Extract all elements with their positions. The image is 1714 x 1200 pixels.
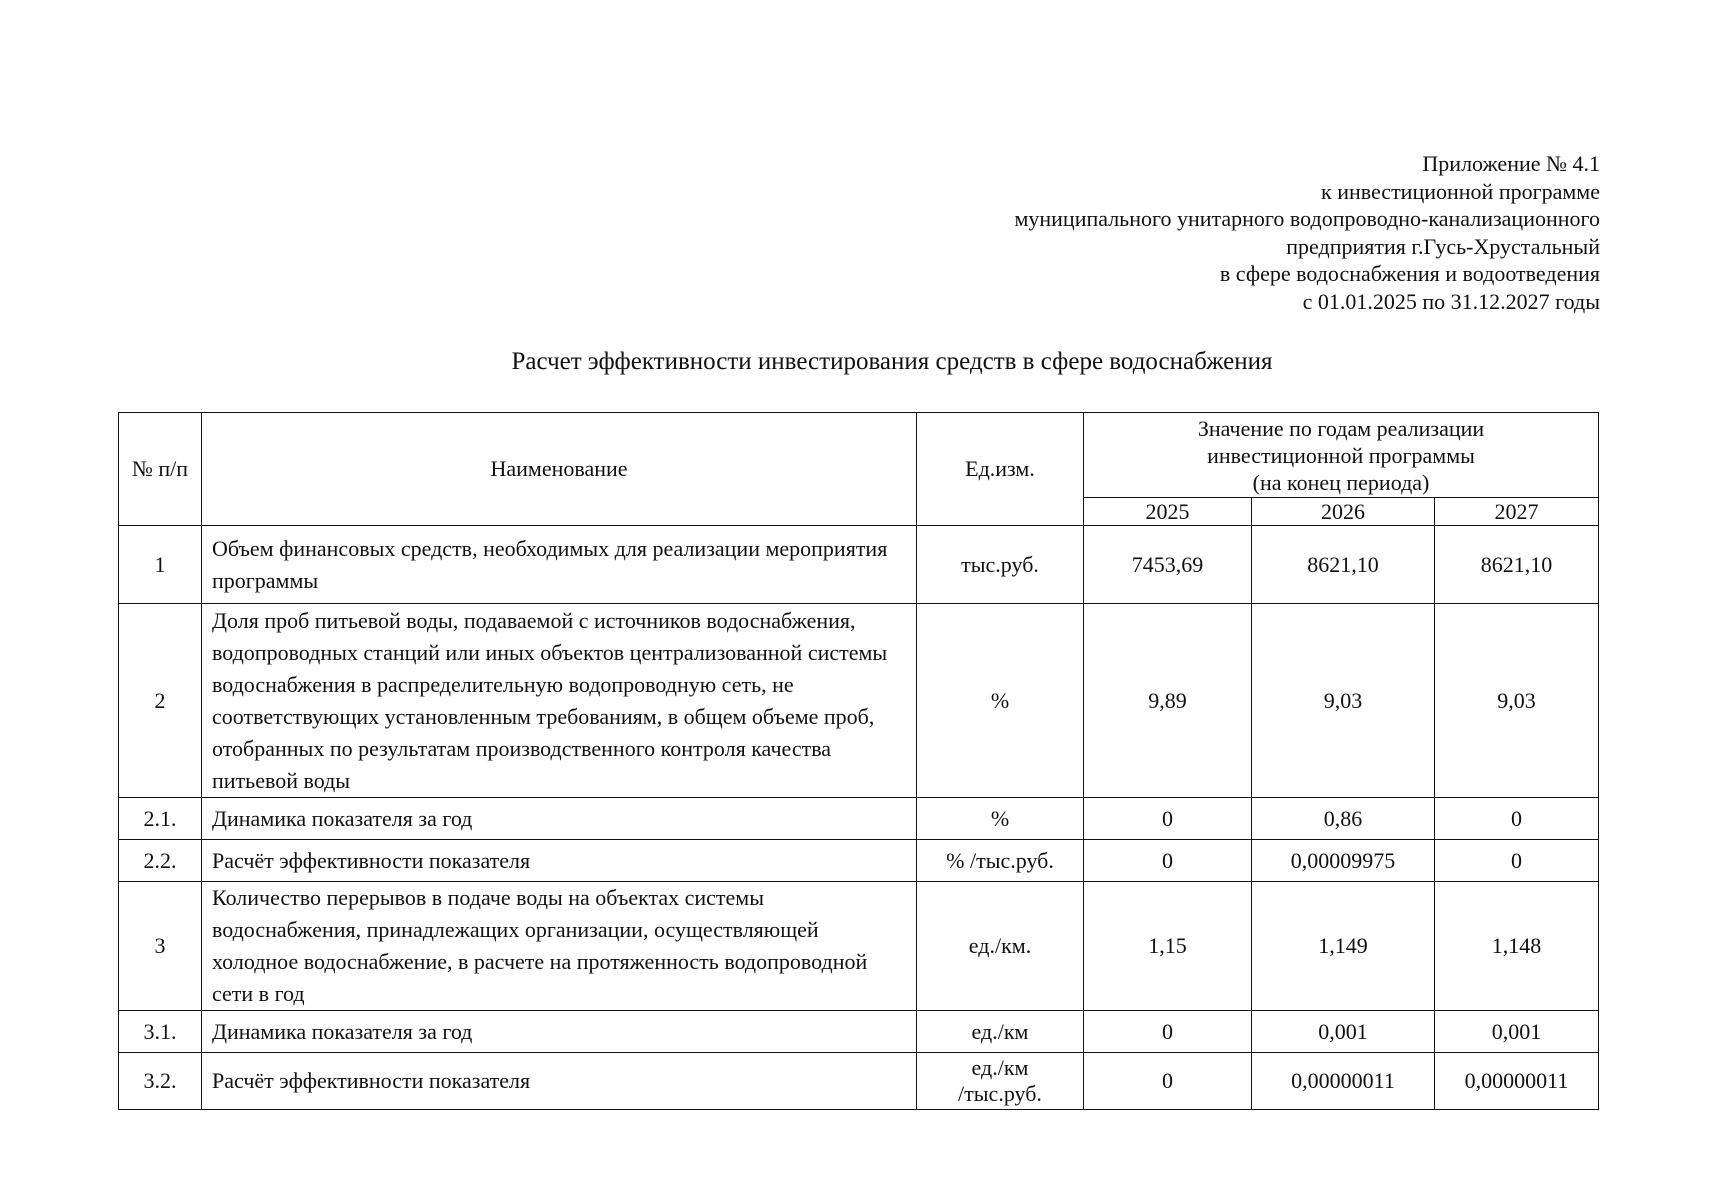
table-row <box>119 798 1599 840</box>
row-value-2025: 0 <box>1084 1011 1252 1053</box>
table-row <box>119 882 1599 1011</box>
header-values-group <box>1084 413 1599 498</box>
row-name: Динамика показателя за год <box>202 1011 917 1053</box>
row-value-2027: 0,00000011 <box>1435 1053 1599 1110</box>
header-year: 2025 <box>1084 498 1252 526</box>
row-name: Доля проб питьевой воды, подаваемой с источников водоснабжения, водопроводных станций или иных объектов централизованной системы водоснабжения в распределительную водопроводную сеть, не соответствующих установленным требованиям, в общем объеме проб, отобранных по результатам производственного контроля качества питьевой воды <box>202 604 917 798</box>
header-values-line: Значение по годам реализации <box>1197 415 1485 441</box>
table-header-row <box>119 413 1599 498</box>
row-unit-line: ед./км <box>971 1055 1029 1080</box>
row-num: 3 <box>119 882 202 1011</box>
row-value-2026: 8621,10 <box>1252 526 1435 604</box>
row-value-2026: 0,00009975 <box>1252 840 1435 882</box>
appendix-block <box>1014 150 1600 315</box>
row-value-2025: 0 <box>1084 840 1252 882</box>
document-title: Расчет эффективности инвестирования средств в сфере водоснабжения <box>511 348 1273 375</box>
table-row <box>119 1053 1599 1110</box>
row-name: Расчёт эффективности показателя <box>202 1053 917 1110</box>
row-unit-line: /тыс.руб. <box>958 1081 1042 1106</box>
row-value-2026: 0,00000011 <box>1252 1053 1435 1110</box>
row-value-2025: 9,89 <box>1084 604 1252 798</box>
row-unit: % <box>917 798 1084 840</box>
table-row <box>119 1011 1599 1053</box>
row-unit: ед./км. <box>917 882 1084 1011</box>
efficiency-table <box>118 412 1599 1110</box>
appendix-line: к инвестиционной программе <box>1321 178 1600 204</box>
row-unit: % <box>917 604 1084 798</box>
row-value-2026: 0,86 <box>1252 798 1435 840</box>
row-value-2025: 0 <box>1084 798 1252 840</box>
table-row <box>119 840 1599 882</box>
row-unit: ед./км <box>917 1011 1084 1053</box>
header-year: 2026 <box>1252 498 1435 526</box>
row-num: 1 <box>119 526 202 604</box>
row-name: Расчёт эффективности показателя <box>202 840 917 882</box>
header-values-line: (на конец периода) <box>1252 469 1430 495</box>
row-value-2025: 7453,69 <box>1084 526 1252 604</box>
appendix-line: Приложение № 4.1 <box>1422 151 1600 176</box>
appendix-line: предприятия г.Гусь-Хрустальный <box>1286 233 1600 259</box>
row-value-2025: 0 <box>1084 1053 1252 1110</box>
row-name: Объем финансовых средств, необходимых для реализации мероприятия программы <box>202 526 917 604</box>
header-num: № п/п <box>119 413 202 526</box>
row-value-2026: 9,03 <box>1252 604 1435 798</box>
row-unit: % /тыс.руб. <box>917 840 1084 882</box>
row-value-2025: 1,15 <box>1084 882 1252 1011</box>
appendix-line: в сфере водоснабжения и водоотведения <box>1219 261 1600 286</box>
row-unit: тыс.руб. <box>917 526 1084 604</box>
row-num: 2.2. <box>119 840 202 882</box>
header-values-line: инвестиционной программы <box>1207 442 1475 468</box>
header-year: 2027 <box>1435 498 1599 526</box>
row-value-2027: 9,03 <box>1435 604 1599 798</box>
row-value-2027: 1,148 <box>1435 882 1599 1011</box>
row-num: 2.1. <box>119 798 202 840</box>
row-value-2027: 8621,10 <box>1435 526 1599 604</box>
row-name: Количество перерывов в подаче воды на объектах системы водоснабжения, принадлежащих организации, осуществляющей холодное водоснабжение, в расчете на протяженность водопроводной сети в год <box>202 882 917 1011</box>
header-unit: Ед.изм. <box>917 413 1084 526</box>
row-num: 3.2. <box>119 1053 202 1110</box>
row-value-2026: 1,149 <box>1252 882 1435 1011</box>
appendix-line: муниципального унитарного водопроводно-канализационного <box>1014 206 1600 231</box>
row-num: 3.1. <box>119 1011 202 1053</box>
table-row <box>119 604 1599 798</box>
row-value-2027: 0 <box>1435 840 1599 882</box>
appendix-line: с 01.01.2025 по 31.12.2027 годы <box>1302 288 1600 314</box>
table-row <box>119 526 1599 604</box>
header-name: Наименование <box>202 413 917 526</box>
row-value-2027: 0,001 <box>1435 1011 1599 1053</box>
row-unit <box>917 1053 1084 1110</box>
row-value-2027: 0 <box>1435 798 1599 840</box>
row-name: Динамика показателя за год <box>202 798 917 840</box>
row-num: 2 <box>119 604 202 798</box>
row-value-2026: 0,001 <box>1252 1011 1435 1053</box>
